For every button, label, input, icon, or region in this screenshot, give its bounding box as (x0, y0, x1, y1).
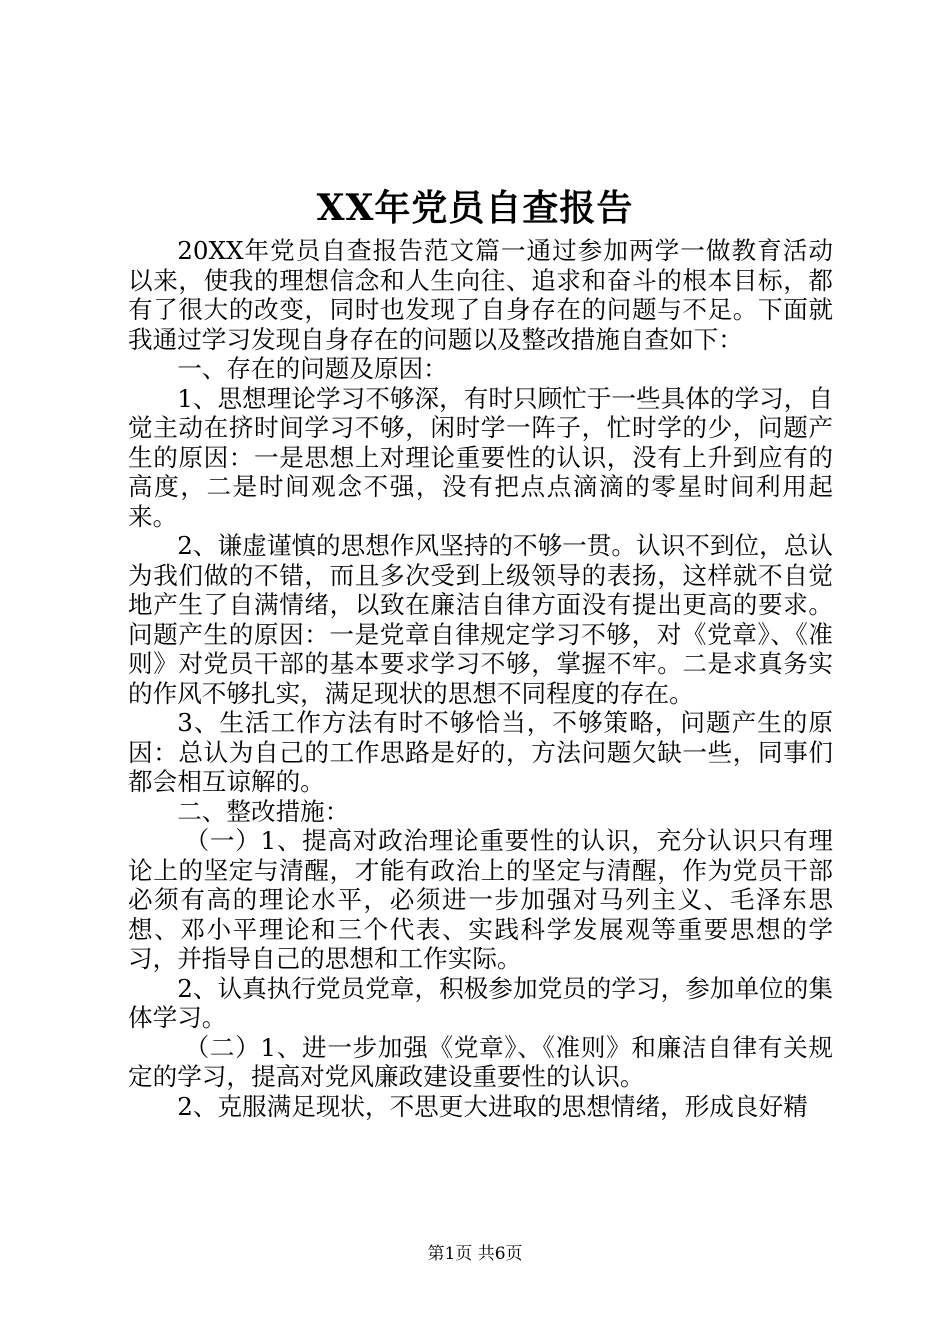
paragraph-measure-2-1: （二）1、进一步加强《党章》、《准则》和廉洁自律有关规定的学习，提高对党风廉政建设重要性的认识。 (128, 1032, 833, 1091)
document-title: XX年党员自查报告 (316, 187, 634, 229)
paragraph-problem-3: 3、生活工作方法有时不够恰当，不够策略，问题产生的原因：总认为自己的工作思路是好的，方法问题欠缺一些，同事们都会相互谅解的。 (128, 708, 833, 796)
paragraph-intro: 20XX年党员自查报告范文篇一通过参加两学一做教育活动以来，使我的理想信念和人生向往、追求和奋斗的根本目标，都有了很大的改变，同时也发现了自身存在的问题与不足。下面就我通过学习发现自身存在的问题以及整改措施自查如下： (128, 236, 833, 354)
section-heading-problems: 一、存在的问题及原因： (177, 354, 448, 383)
document-body (128, 236, 833, 1121)
paragraph-problem-1: 1、思想理论学习不够深，有时只顾忙于一些具体的学习，自觉主动在挤时间学习不够，闲时学一阵子，忙时学的少，问题产生的原因：一是思想上对理论重要性的认识，没有上升到应有的高度，二是时间观念不强，没有把点点滴滴的零星时间利用起来。 (128, 383, 833, 531)
paragraph-measure-1-2: 2、认真执行党员党章，积极参加党员的学习，参加单位的集体学习。 (128, 973, 833, 1032)
paragraph-problem-2: 2、谦虚谨慎的思想作风坚持的不够一贯。认识不到位，总认为我们做的不错，而且多次受到上级领导的表扬，这样就不自觉地产生了自满情绪，以致在廉洁自律方面没有提出更高的要求。问题产生的原因：一是党章自律规定学习不够，对《党章》、《准则》对党员干部的基本要求学习不够，掌握不牢。二是求真务实的作风不够扎实，满足现状的思想不同程度的存在。 (128, 531, 833, 708)
paragraph-measure-1-1: （一）1、提高对政治理论重要性的认识，充分认识只有理论上的坚定与清醒，才能有政治上的坚定与清醒，作为党员干部必须有高的理论水平，必须进一步加强对马列主义、毛泽东思想、邓小平理论和三个代表、实践科学发展观等重要思想的学习，并指导自己的思想和工作实际。 (128, 826, 833, 973)
paragraph-measure-2-2: 2、克服满足现状，不思更大进取的思想情绪，形成良好精 (177, 1091, 808, 1121)
section-heading-measures: 二、整改措施： (177, 796, 350, 826)
page-footer: 第1页 共6页 (427, 1244, 523, 1264)
